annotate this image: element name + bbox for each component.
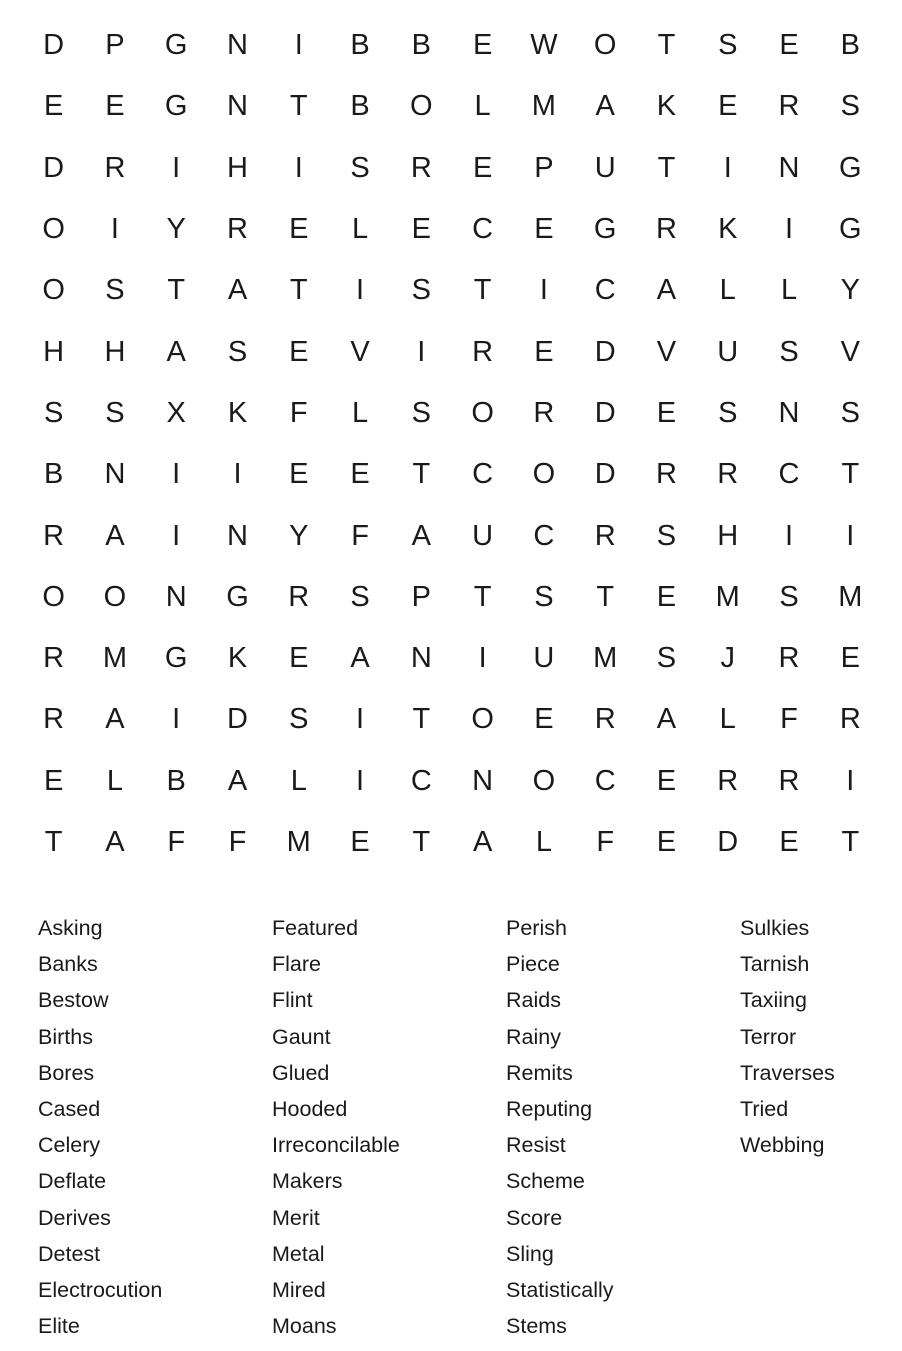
grid-cell[interactable]: A <box>411 519 431 552</box>
grid-cell[interactable]: T <box>473 274 492 307</box>
grid-cell[interactable]: L <box>106 764 123 797</box>
grid-cell[interactable]: A <box>105 519 125 552</box>
grid-cell[interactable]: M <box>838 580 863 613</box>
word-column <box>38 910 268 1344</box>
grid-cell[interactable]: S <box>227 335 248 368</box>
grid-cell[interactable]: F <box>167 826 186 858</box>
grid-cell[interactable]: H <box>717 519 739 552</box>
grid-cell[interactable]: E <box>534 703 554 736</box>
grid-cell[interactable]: S <box>840 90 860 123</box>
grid-cell[interactable]: E <box>289 642 309 675</box>
grid-cell[interactable]: A <box>350 642 370 675</box>
grid-cell[interactable]: P <box>411 580 431 613</box>
grid-cell[interactable]: E <box>472 29 493 62</box>
grid-cell[interactable]: R <box>778 642 800 675</box>
grid-cell[interactable]: B <box>840 29 860 62</box>
word-list-item: Derives <box>38 1205 111 1230</box>
grid-cell[interactable]: G <box>226 580 249 613</box>
grid-cell[interactable]: N <box>778 396 800 429</box>
grid-cell[interactable]: O <box>593 29 617 62</box>
grid-cell[interactable]: E <box>779 826 799 858</box>
grid-cell[interactable]: U <box>717 335 739 368</box>
grid-cell[interactable]: R <box>717 764 739 797</box>
grid-cell[interactable]: G <box>164 90 188 123</box>
word-list-item: Traverses <box>740 1060 835 1085</box>
grid-cell[interactable]: V <box>656 335 677 368</box>
grid-cell[interactable]: U <box>472 519 494 552</box>
grid-row <box>23 751 881 812</box>
grid-cell[interactable]: L <box>719 703 736 736</box>
grid-cell[interactable]: N <box>104 458 126 491</box>
grid-cell[interactable]: E <box>718 90 738 123</box>
grid-cell[interactable]: F <box>228 826 247 858</box>
grid-cell[interactable]: A <box>105 703 125 736</box>
grid-cell[interactable]: K <box>656 90 677 123</box>
grid-cell[interactable]: V <box>840 335 860 368</box>
word-list-item: Piece <box>506 952 560 977</box>
grid-cell[interactable]: O <box>42 213 65 246</box>
word-list-item: Remits <box>506 1060 573 1085</box>
grid-cell[interactable]: I <box>784 213 794 246</box>
grid-row <box>23 199 881 260</box>
grid-cell[interactable]: I <box>539 274 548 307</box>
grid-cell[interactable]: F <box>289 396 308 429</box>
grid-cell[interactable]: B <box>350 90 370 123</box>
grid-cell[interactable]: R <box>594 519 616 552</box>
grid-cell[interactable]: I <box>233 458 242 491</box>
word-list-item: Webbing <box>740 1133 825 1158</box>
word-list-item: Score <box>506 1205 563 1230</box>
grid-cell[interactable]: L <box>474 90 491 123</box>
grid-cell[interactable]: O <box>42 580 65 613</box>
grid-cell[interactable]: N <box>227 519 248 552</box>
word-list-item: Irreconcilable <box>272 1133 400 1158</box>
grid-row <box>23 812 881 873</box>
word-column <box>740 910 902 1163</box>
grid-cell[interactable]: R <box>778 90 800 123</box>
word-list-item: Bores <box>38 1060 95 1085</box>
grid-cell[interactable]: T <box>412 458 431 491</box>
grid-cell[interactable]: E <box>656 826 677 858</box>
grid-cell[interactable]: E <box>105 90 125 123</box>
grid-cell[interactable]: I <box>110 213 119 246</box>
grid-cell[interactable]: L <box>290 764 307 797</box>
grid-cell[interactable]: G <box>164 29 188 62</box>
grid-row <box>23 15 881 76</box>
grid-cell[interactable]: D <box>43 151 65 184</box>
grid-cell[interactable]: S <box>534 580 554 613</box>
grid-cell[interactable]: R <box>43 519 65 552</box>
grid-cell[interactable]: T <box>44 826 63 858</box>
word-column <box>506 910 736 1344</box>
grid-row <box>23 505 881 566</box>
grid-cell[interactable]: J <box>720 642 735 675</box>
grid-cell[interactable]: K <box>227 642 248 675</box>
grid-cell[interactable]: R <box>288 580 310 613</box>
grid-cell[interactable]: L <box>535 826 552 858</box>
word-list-item: Sling <box>506 1241 554 1266</box>
grid-cell[interactable]: S <box>350 580 370 613</box>
grid-cell[interactable]: D <box>594 458 616 491</box>
grid-cell[interactable]: N <box>227 90 248 123</box>
grid-cell[interactable]: I <box>356 703 365 736</box>
grid-cell[interactable]: O <box>410 90 433 123</box>
grid-cell[interactable]: I <box>784 519 794 552</box>
grid-cell[interactable]: X <box>166 396 186 429</box>
grid-row <box>23 76 881 137</box>
word-list-item: Taxiing <box>740 988 807 1013</box>
word-list-item: Mired <box>272 1277 326 1302</box>
grid-cell[interactable]: E <box>472 151 493 184</box>
word-list-item: Elite <box>38 1314 80 1339</box>
grid-cell[interactable]: G <box>839 151 862 184</box>
grid-cell[interactable]: Y <box>840 274 860 307</box>
grid-cell[interactable]: O <box>471 703 494 736</box>
grid-cell[interactable]: L <box>719 274 736 307</box>
word-list-item: Merit <box>272 1205 320 1230</box>
grid-cell[interactable]: Y <box>289 519 309 552</box>
grid-cell[interactable]: R <box>655 213 677 246</box>
grid-cell[interactable]: L <box>351 396 369 429</box>
grid-row <box>23 138 881 199</box>
grid-row <box>23 260 881 321</box>
word-list-item: Cased <box>38 1096 101 1121</box>
grid-cell[interactable]: S <box>840 396 860 429</box>
grid-cell[interactable]: B <box>350 29 370 62</box>
grid-cell[interactable]: R <box>778 764 800 797</box>
grid-row <box>23 321 881 382</box>
grid-cell[interactable]: U <box>533 642 555 675</box>
word-list-item: Moans <box>272 1314 337 1339</box>
grid-cell[interactable]: S <box>656 519 677 552</box>
word-list-item: Hooded <box>272 1096 348 1121</box>
grid-cell[interactable]: T <box>289 274 308 307</box>
grid-cell[interactable]: E <box>43 90 64 123</box>
grid-cell[interactable]: K <box>718 213 738 246</box>
grid-cell[interactable]: I <box>172 703 181 736</box>
grid-cell[interactable]: A <box>656 274 677 307</box>
grid-cell[interactable]: G <box>593 213 617 246</box>
grid-cell[interactable]: O <box>532 764 556 797</box>
grid-cell[interactable]: N <box>472 764 494 797</box>
grid-cell[interactable]: I <box>294 29 303 62</box>
grid-cell[interactable]: I <box>172 519 181 552</box>
grid-cell[interactable]: W <box>530 29 558 62</box>
grid-cell[interactable]: O <box>42 274 65 307</box>
word-list-item: Tarnish <box>740 952 810 977</box>
grid-cell[interactable]: N <box>410 642 432 675</box>
word-list-item: Detest <box>38 1241 101 1266</box>
grid-cell[interactable]: F <box>596 826 615 858</box>
grid-cell[interactable]: D <box>594 396 616 429</box>
grid-cell[interactable]: A <box>656 703 677 736</box>
grid-cell[interactable]: E <box>656 764 677 797</box>
grid-cell[interactable]: V <box>350 335 370 368</box>
word-column <box>272 910 502 1344</box>
word-list-item: Bestow <box>38 988 109 1013</box>
grid-cell[interactable]: D <box>43 29 65 62</box>
word-list-item: Glued <box>272 1060 330 1085</box>
grid-cell[interactable]: E <box>656 396 677 429</box>
grid-cell[interactable]: F <box>351 519 369 552</box>
grid-cell[interactable]: N <box>165 580 187 613</box>
grid-cell[interactable]: T <box>473 580 492 613</box>
word-list-item: Sulkies <box>740 916 810 940</box>
grid-cell[interactable]: A <box>105 826 125 858</box>
grid-cell[interactable]: I <box>478 642 487 675</box>
grid-cell[interactable]: O <box>103 580 127 613</box>
grid-cell[interactable]: C <box>410 764 432 797</box>
grid-cell[interactable]: C <box>533 519 555 552</box>
grid-cell[interactable]: L <box>351 213 369 246</box>
grid-cell[interactable]: D <box>227 703 248 736</box>
grid-cell[interactable]: A <box>166 335 186 368</box>
grid-cell[interactable]: T <box>596 580 615 613</box>
grid-cell[interactable]: I <box>417 335 426 368</box>
word-list-item: Statistically <box>506 1277 614 1302</box>
word-list-item: Featured <box>272 916 359 940</box>
word-list-item: Flint <box>272 988 313 1013</box>
grid-cell[interactable]: S <box>289 703 309 736</box>
grid-cell[interactable]: E <box>534 213 554 246</box>
grid-cell[interactable]: T <box>841 826 860 858</box>
word-list-item: Gaunt <box>272 1024 331 1049</box>
word-list-item: Raids <box>506 988 561 1013</box>
grid-cell[interactable]: R <box>104 151 126 184</box>
word-list-item: Reputing <box>506 1096 593 1121</box>
grid-cell[interactable]: I <box>846 764 855 797</box>
grid-cell[interactable]: E <box>840 642 860 675</box>
grid-cell[interactable]: Y <box>166 213 186 246</box>
grid-cell[interactable]: L <box>780 274 798 307</box>
grid-cell[interactable]: B <box>43 458 64 491</box>
word-list-item: Banks <box>38 952 98 977</box>
grid-cell[interactable]: H <box>43 335 65 368</box>
grid-cell[interactable]: A <box>472 826 493 858</box>
word-list-item: Makers <box>272 1169 343 1194</box>
grid-cell[interactable]: R <box>227 213 248 246</box>
grid-cell[interactable]: R <box>533 396 555 429</box>
grid-cell[interactable]: T <box>289 90 308 123</box>
word-list-item: Scheme <box>506 1169 585 1194</box>
grid-cell[interactable]: R <box>717 458 739 491</box>
grid-cell[interactable]: S <box>779 580 799 613</box>
grid-row <box>23 567 881 628</box>
grid-cell[interactable]: I <box>846 519 855 552</box>
grid-cell[interactable]: R <box>594 703 616 736</box>
grid-cell[interactable]: M <box>102 642 127 675</box>
word-list-item: Stems <box>506 1314 567 1339</box>
word-list-item: Flare <box>272 952 321 977</box>
grid-cell[interactable]: T <box>412 826 431 858</box>
grid-row <box>23 628 881 689</box>
grid-cell[interactable]: E <box>350 826 370 858</box>
grid-row <box>23 383 881 444</box>
grid-cell[interactable]: C <box>778 458 800 491</box>
grid-cell[interactable]: F <box>780 703 798 736</box>
letter-grid <box>23 15 881 873</box>
grid-cell[interactable]: S <box>718 29 738 62</box>
grid-cell[interactable]: E <box>779 29 799 62</box>
grid-cell[interactable]: S <box>43 396 64 429</box>
grid-cell[interactable]: I <box>172 458 181 491</box>
grid-cell[interactable]: K <box>227 396 248 429</box>
grid-cell[interactable]: S <box>779 335 799 368</box>
grid-cell[interactable]: R <box>839 703 861 736</box>
grid-cell[interactable]: G <box>839 213 862 246</box>
grid-cell[interactable]: R <box>43 642 65 675</box>
word-list-item: Perish <box>506 916 567 940</box>
word-list-item: Tried <box>740 1096 789 1121</box>
grid-cell[interactable]: M <box>531 90 556 123</box>
word-list-item: Resist <box>506 1133 566 1158</box>
grid-cell[interactable]: M <box>593 642 618 675</box>
grid-cell[interactable]: M <box>286 826 311 858</box>
word-list-item: Celery <box>38 1133 101 1158</box>
grid-cell[interactable]: C <box>472 213 494 246</box>
grid-cell[interactable]: S <box>411 274 431 307</box>
grid-cell[interactable]: I <box>356 274 365 307</box>
word-list-item: Asking <box>38 916 103 940</box>
word-list-item: Rainy <box>506 1024 561 1049</box>
grid-cell[interactable]: I <box>294 151 303 184</box>
grid-cell[interactable]: S <box>105 396 125 429</box>
grid-cell[interactable]: C <box>472 458 494 491</box>
word-list-item: Terror <box>740 1024 797 1049</box>
grid-cell[interactable]: R <box>472 335 494 368</box>
grid-cell[interactable]: A <box>227 274 248 307</box>
word-list-item: Births <box>38 1024 93 1049</box>
grid-cell[interactable]: E <box>656 580 677 613</box>
word-list-item: Deflate <box>38 1169 107 1194</box>
grid-cell[interactable]: P <box>105 29 125 62</box>
grid-cell[interactable]: N <box>778 151 800 184</box>
grid-cell[interactable]: T <box>412 703 431 736</box>
grid-cell[interactable]: R <box>410 151 432 184</box>
grid-cell[interactable]: H <box>227 151 248 184</box>
grid-cell[interactable]: S <box>105 274 125 307</box>
grid-cell[interactable]: A <box>595 90 615 123</box>
grid-cell[interactable]: A <box>227 764 248 797</box>
grid-cell[interactable]: T <box>657 29 676 62</box>
grid-cell[interactable]: E <box>289 213 309 246</box>
grid-cell[interactable]: T <box>167 274 186 307</box>
grid-cell[interactable]: I <box>172 151 181 184</box>
grid-row <box>23 689 881 750</box>
grid-cell[interactable]: N <box>227 29 248 62</box>
grid-cell[interactable]: P <box>534 151 554 184</box>
grid-cell[interactable]: S <box>718 396 738 429</box>
grid-cell[interactable]: D <box>717 826 739 858</box>
grid-cell[interactable]: E <box>350 458 370 491</box>
grid-cell[interactable]: S <box>350 151 370 184</box>
word-list-item: Electrocution <box>38 1277 163 1302</box>
grid-cell[interactable]: S <box>411 396 431 429</box>
grid-cell[interactable]: O <box>532 458 556 491</box>
grid-cell[interactable]: U <box>594 151 616 184</box>
grid-cell[interactable]: E <box>534 335 554 368</box>
grid-cell[interactable]: C <box>594 274 616 307</box>
grid-cell[interactable]: M <box>715 580 740 613</box>
grid-cell[interactable]: S <box>656 642 677 675</box>
word-list <box>38 910 898 1346</box>
grid-cell[interactable]: O <box>471 396 494 429</box>
grid-cell[interactable]: E <box>289 458 309 491</box>
grid-cell[interactable]: R <box>655 458 677 491</box>
grid-cell[interactable]: I <box>723 151 732 184</box>
grid-cell[interactable]: E <box>43 764 64 797</box>
grid-cell[interactable]: T <box>841 458 860 491</box>
grid-cell[interactable]: C <box>594 764 616 797</box>
grid-cell[interactable]: E <box>289 335 309 368</box>
word-list-item: Metal <box>272 1241 325 1266</box>
grid-cell[interactable]: I <box>356 764 365 797</box>
grid-cell[interactable]: G <box>164 642 188 675</box>
grid-cell[interactable]: B <box>411 29 431 62</box>
grid-cell[interactable]: T <box>657 151 676 184</box>
grid-cell[interactable]: E <box>411 213 431 246</box>
grid-row <box>23 444 881 505</box>
grid-cell[interactable]: R <box>43 703 65 736</box>
grid-cell[interactable]: D <box>594 335 616 368</box>
grid-cell[interactable]: H <box>104 335 126 368</box>
grid-cell[interactable]: B <box>166 764 186 797</box>
